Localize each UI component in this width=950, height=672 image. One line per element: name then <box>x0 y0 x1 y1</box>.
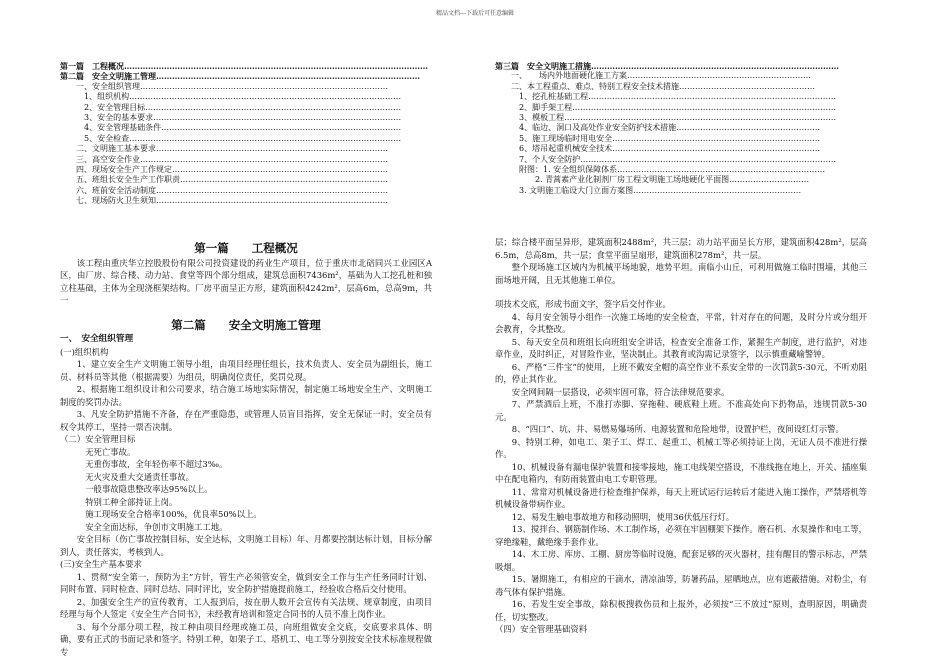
goal-item: 特别工种全部持证上岗。 <box>85 496 178 507</box>
toc-left-entry[interactable]: 一、安全组织管理………………………………………………………………………………… <box>76 81 388 91</box>
requirement-item: 15、暑期施工，有相应的干滴水，清凉油等，防暑药品，屋晒地点，应有遮蔽措施。对粉尘，有毒气体有保护措施。 <box>495 574 867 597</box>
section-safety-organization: 一、 安全组织管理 <box>60 334 134 344</box>
toc-right-entry[interactable]: 3、模板工程………………………………………………………………………………………… <box>519 113 837 123</box>
requirement-item: 7、严禁酒后上班，不准打赤脚、穿拖鞋、硬底鞋上班。不准高处向下扔物品，违规罚款5-30元。 <box>495 399 867 422</box>
toc-left-entry[interactable]: 三、高空安全作业………………………………………………………………………………… <box>76 154 388 164</box>
toc-right-entry[interactable]: 二、本工程重点、难点、特别工程安全技术措施…………………………………………… <box>511 81 815 91</box>
toc-right-entry[interactable]: 7、个人安全防护…………………………………………………………………………………… <box>519 154 837 164</box>
toc-left-entry[interactable]: 1、组织机构………………………………………………………………………………………… <box>84 92 402 102</box>
page-header: 精品文档---下载后可任意编辑 <box>435 10 515 17</box>
requirement-item: 4、每月安全领导小组作一次施工场地的安全检查，平常，针对存在的问题，及时分片或分组开会教育，令其整改。 <box>495 311 867 334</box>
toc-left-entry[interactable]: 第一篇 工程概况…………………………………………………………………………………………………… <box>60 61 428 71</box>
toc-right-entry[interactable]: 1、挖孔桩基础工程………………………………………………………………………………… <box>519 92 837 102</box>
req-paragraph-3: 3、每个分部分项工程，按工种由项目经理或施工员，向班组做安全交底，交底要求具体、明确，要有正式的书面记录和签字。特别工种，如架子工、塔机工、电工等分别按安全技术标准规程做专 <box>60 621 432 657</box>
goal-item: 无死亡事故。 <box>85 446 136 457</box>
toc-left-entry[interactable]: 六、班前安全活动制度…………………………………………………………………………… <box>76 185 388 195</box>
req-paragraph-2: 2、加强安全生产的宣传教育，工人报到后，按在册人数开会宣传有关法规、规章制度，由项目经理与每个人签定《安全生产合同书》，未经教育培训和签定合同书的人员不准上岗作业。 <box>60 596 432 619</box>
toc-right-entry[interactable]: 一、 场内外地面硬化施工方案…………………………………………………………… <box>511 71 811 81</box>
requirement-item: 10、机械设备有漏电保护装置和接零接地，施工电线架空搭设，不准线拖在地上，开关、插座集中在配电箱内，有防雨装置由电工专职管理。 <box>495 461 867 484</box>
toc-left-entry[interactable]: 2、安全管理目标…………………………………………………………………………………… <box>84 102 402 112</box>
requirement-item: 16、若发生安全事故，除积极搜救伤员和上报外，必须按“三不放过”原则，查明原因，明确责任，切实整改。 <box>495 599 867 622</box>
requirement-item: 6、严格“三件宝”的使用，上班不戴安全帽的高空作业不系安全带的一次罚款5-30元，不听劝阻的，停止其作业。 <box>495 361 867 384</box>
toc-left-entry[interactable]: 4、安全管理基础条件……………………………………………………………………………… <box>84 123 402 133</box>
toc-left <box>60 61 432 207</box>
subsection-goals: （二）安全管理目标 <box>60 434 136 444</box>
toc-right-entry[interactable]: 3. 文明施工临设大门立面方案图……………………………………………………… <box>519 185 802 195</box>
requirement-item: 9、特别工种，如电工、架子工、焊工、起重工、机械工等必须持证上岗，无证人员不准进行操作。 <box>495 436 867 459</box>
toc-right-entry[interactable]: 第三篇 安全文明施工措施………………………………………………………………………………… <box>495 61 839 71</box>
requirement-item: 14、木工房、库房、工棚、厨房等临时设施，配套足够的灭火器材，挂有醒目的警示标志，严禁吸烟。 <box>495 549 867 572</box>
title-part-two: 第二篇 安全文明施工管理 <box>171 317 321 332</box>
toc-right-entry[interactable]: 2、脚手架工程……………………………………………………………………………………… <box>519 102 837 112</box>
subsection-requirements: (三)安全生产基本要求 <box>60 559 142 569</box>
toc-left-entry[interactable]: 七、现场防火卫生须知…………………………………………………………………………… <box>76 196 388 206</box>
goal-item: 一般事故隐患整改率达95%以上。 <box>85 484 213 494</box>
org-paragraph-2: 2、根据施工组织设计和公司要求，结合施工场地实际情况，制定施工场地安全生产、文明施工制度的奖罚办法。 <box>60 384 432 407</box>
toc-left-entry[interactable]: 二、文明施工基本要求…………………………………………………………………………… <box>76 144 388 154</box>
subsection-basic-records: （四）安全管理基础资料 <box>495 624 588 634</box>
goal-item: 无重伤事故，全年轻伤率不超过3‰。 <box>85 459 228 469</box>
toc-left-entry[interactable]: 四、现场安全生产工作规定……………………………………………………………………… <box>76 165 388 175</box>
goal-item: 施工现场安全合格率100%，优良率50%以上。 <box>85 509 262 519</box>
toc-left-entry[interactable]: 3、安全的基本要求………………………………………………………………………………… <box>84 113 402 123</box>
site-paragraph: 整个现场施工区域内为机械平场地貌，地势平坦。南临小山丘，可利用做施工临时围墙，其他三面场地开阔，且无其他施工单位。 <box>495 262 867 285</box>
title-part-one: 第一篇 工程概况 <box>194 241 298 255</box>
toc-right-entry[interactable]: 5、施工现场临时用电安全…………………………………………………………………… <box>519 133 821 143</box>
requirement-item: 12、易发生触电事故地方和移动照明，使用36伏低压行灯。 <box>511 511 735 522</box>
requirement-item: 安全网间隔一层搭设，必须牢固可靠，符合法律规范要求。 <box>511 386 730 397</box>
req-paragraph-1: 1、贯彻“安全第一，预防为主”方针，管生产必须管安全，做到安全工作与生产任务同时计划、同时布置、同时检查、同时总结、同时评比，安全防护措施提前施工，经验收合格后交付使用。 <box>60 571 432 594</box>
toc-left-entry[interactable]: 5、安全检查………………………………………………………………………………………… <box>84 133 402 143</box>
tech-handover-paragraph: 项技术交底，形成书面文字，签字后交付作业。 <box>495 299 671 309</box>
goal-item: 安全全面达标，争创市文明施工工地。 <box>85 521 228 532</box>
toc-right-entry[interactable]: 4、临边、洞口及高处作业安全防护技术措施……………………………………………… <box>519 123 821 133</box>
right-body-column <box>495 236 867 636</box>
toc-left-entry[interactable]: 五、班组长安全生产工作职责…………………………………………………………………… <box>76 175 388 185</box>
goal-item: 无火灾及重大交通责任事故。 <box>85 471 195 482</box>
left-body-column <box>60 236 432 658</box>
requirement-item: 11、常常对机械设备进行检查维护保养，每天上班试运行运转后才能进入施工操作，严禁塔机等机械设备带病作业。 <box>495 486 867 509</box>
org-paragraph-3: 3、凡安全防护措施不齐备，存在严重隐患，或管理人员盲目指挥，安全无保证一时，安全员有权令其停工，坚持一票否决制。 <box>60 409 432 432</box>
toc-right-entry[interactable]: 6、塔吊起重机械安全技术…………………………………………………………………… <box>519 144 821 154</box>
subsection-organization: (一)组织机构 <box>60 346 109 357</box>
overview-paragraph: 该工程由重庆华立控股股份有限公司投资建设的药业生产项目，位于重庆市北碚同兴工业园区A区，由厂房、综合楼、动力站、食堂等四个部分组成，建筑总面积7436m²，基础为人工挖孔桩和独立柱基础，主体为全现浇框架结构。厂房平面呈正方形，建筑面积4242m²，层高6m，总高9m，共一 <box>60 257 432 305</box>
toc-left-entry[interactable]: 第二篇 安全文明施工管理……………………………………………………………………………………… <box>60 71 420 82</box>
overview-continued: 层；综合楼平面呈异形，建筑面积2488m²，共三层；动力站平面呈长方形，建筑面积428m²，层高6.5m，总高8m，共一层；食堂平面呈扇形，建筑面积278m²，共一层。 <box>495 237 867 260</box>
requirement-item: 8、“四口”、坑、井、易燃易爆场所、电源装置和危险地带，设置护栏，夜间设红灯示警。 <box>511 424 844 434</box>
requirements-list <box>495 311 867 624</box>
org-paragraph-1: 1、建立安全生产文明施工领导小组，由项目经理任组长，技术负责人、安全员为副组长，施工员、材料员等其他（根据需要）为组员，明确岗位责任，奖罚兑现。 <box>60 359 432 382</box>
goals-summary: 安全目标（伤亡事故控制目标，安全达标，文明施工目标）年、月都要控制达标计划，目标分解到人，责任落实，考核到人。 <box>60 534 432 557</box>
requirement-item: 13、搅拌台、钢筋制作场、木工制作场，必须在牢固棚架下操作。磨石机、水泵操作和电工等，穿绝缘鞋，戴绝缘手套作业。 <box>495 524 867 547</box>
toc-right-entry[interactable]: 附图：1. 安全组织保障体系…………………………………………………………………… <box>519 165 826 175</box>
requirement-item: 5、每天安全员和班组长向班组安全讲话，检查安全准备工作，紧握生产制度，进行监护，对违章作业，及时纠正，对冒险作业，坚决制止。其教育或沟需记录签字，以示慎重藏喻警钟。 <box>495 336 867 359</box>
toc-right-entry[interactable]: 2. 青蒿素产业化制剂厂房工程文明施工场地硬化平面图………………………… <box>535 175 810 185</box>
goals-list <box>60 446 432 534</box>
toc-right <box>495 61 867 196</box>
